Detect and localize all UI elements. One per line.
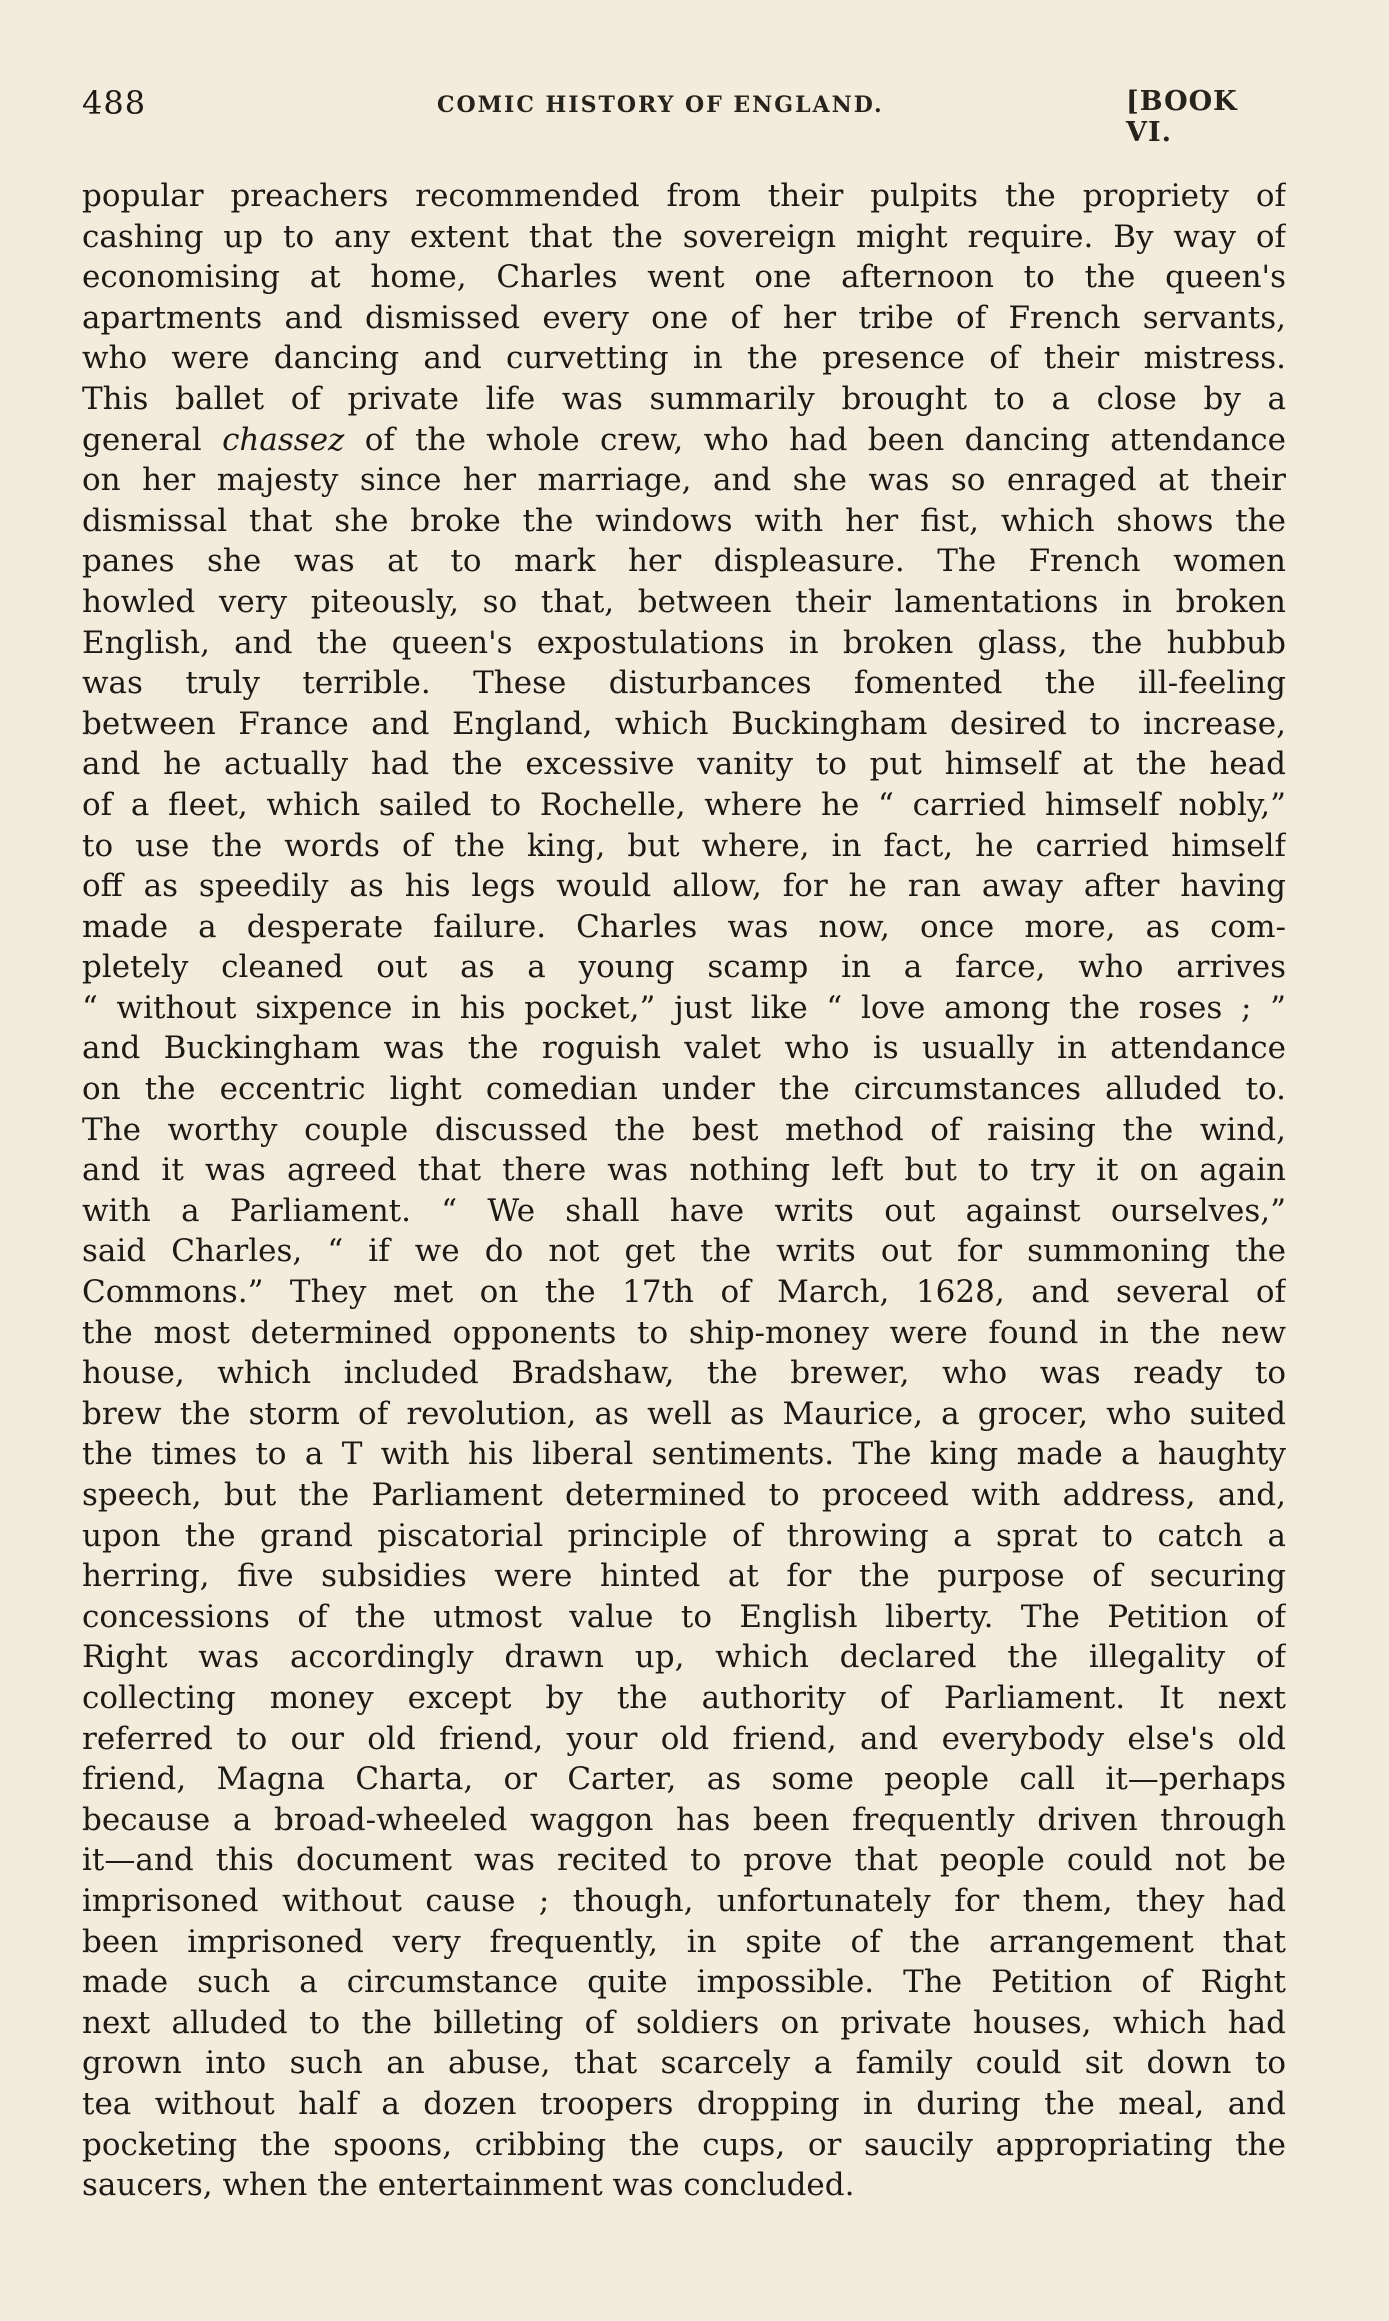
- text-line: to use the words of the king, but where, in fact, he carried himself: [82, 827, 1286, 864]
- text-segment: general: [82, 421, 223, 458]
- text-line: and Buckingham was the roguish valet who is usually in attendance: [82, 1030, 1286, 1067]
- body-text: [82, 176, 1286, 2206]
- text-line: pocketing the spoons, cribbing the cups, or saucily appropriating the: [82, 2126, 1286, 2163]
- text-line: said Charles, “ if we do not get the writs out for summoning the: [82, 1233, 1286, 1270]
- text-line: pletely cleaned out as a young scamp in a farce, who arrives: [82, 949, 1286, 986]
- text-line: friend, Magna Charta, or Carter, as some people call it—perhaps: [82, 1761, 1286, 1798]
- page-number: 488: [82, 84, 147, 122]
- text-line: saucers, when the entertainment was concluded.: [82, 2167, 855, 2204]
- text-line: “ without sixpence in his pocket,” just like “ love among the roses ; ”: [82, 989, 1286, 1026]
- text-line: speech, but the Parliament determined to proceed with address, and,: [82, 1477, 1286, 1513]
- text-line: of a fleet, which sailed to Rochelle, where he “ carried himself nobly,”: [82, 786, 1286, 823]
- text-line: next alluded to the billeting of soldiers on private houses, which had: [82, 2004, 1286, 2041]
- text-line: economising at home, Charles went one afternoon to the queen's: [82, 259, 1286, 296]
- running-head: [82, 84, 1282, 148]
- text-line: who were dancing and curvetting in the presence of their mistress.: [82, 340, 1286, 377]
- text-line: on the eccentric light comedian under the circumstances alluded to.: [82, 1071, 1286, 1108]
- text-line: imprisoned without cause ; though, unfortunately for them, they had: [82, 1882, 1286, 1919]
- text-line: grown into such an abuse, that scarcely a family could sit down to: [82, 2045, 1286, 2082]
- book-title: COMIC HISTORY OF ENGLAND.: [437, 92, 884, 118]
- text-line: This ballet of private life was summarily brought to a close by a: [82, 380, 1286, 417]
- text-line: [82, 420, 1286, 461]
- text-line: dismissal that she broke the windows with her fist, which shows the: [82, 502, 1286, 539]
- text-line: collecting money except by the authority of Parliament. It next: [82, 1679, 1286, 1716]
- text-line: been imprisoned very frequently, in spite of the arrangement that: [82, 1923, 1286, 1960]
- text-line: upon the grand piscatorial principle of throwing a sprat to catch a: [82, 1517, 1286, 1554]
- text-line: howled very piteously, so that, between their lamentations in broken: [82, 583, 1286, 620]
- text-line: The worthy couple discussed the best method of raising the wind,: [82, 1111, 1286, 1148]
- text-line: the most determined opponents to ship-money were found in the new: [82, 1314, 1286, 1351]
- text-line: with a Parliament. “ We shall have writs out against ourselves,”: [82, 1192, 1286, 1229]
- book-section-reference: [BOOK VI.: [1126, 86, 1238, 148]
- text-line: and it was agreed that there was nothing left but to try it on again: [82, 1152, 1286, 1189]
- text-line: it—and this document was recited to prove that people could not be: [82, 1842, 1286, 1879]
- text-line: Right was accordingly drawn up, which declared the illegality of: [82, 1639, 1286, 1676]
- text-line: off as speedily as his legs would allow, for he ran away after having: [82, 868, 1286, 905]
- text-line: cashing up to any extent that the sovereign might require. By way of: [82, 218, 1286, 255]
- text-line: made such a circumstance quite impossible. The Petition of Right: [82, 1964, 1286, 2001]
- text-line: was truly terrible. These disturbances fomented the ill-feeling: [82, 665, 1286, 702]
- text-line: tea without half a dozen troopers dropping in during the meal, and: [82, 2085, 1286, 2122]
- text-line: referred to our old friend, your old friend, and everybody else's old: [82, 1720, 1286, 1757]
- text-line: brew the storm of revolution, as well as Maurice, a grocer, who suited: [82, 1395, 1286, 1432]
- text-line: between France and England, which Buckingham desired to increase,: [82, 705, 1286, 742]
- text-line: made a desperate failure. Charles was now, once more, as com-: [82, 908, 1286, 945]
- text-line: apartments and dismissed every one of her tribe of French servants,: [82, 299, 1286, 336]
- text-line: herring, five subsidies were hinted at for the purpose of securing: [82, 1558, 1286, 1595]
- text-line: concessions of the utmost value to English liberty. The Petition of: [82, 1598, 1286, 1635]
- text-line: and he actually had the excessive vanity to put himself at the head: [82, 746, 1286, 783]
- italic-word: chassez: [222, 421, 345, 458]
- text-line: panes she was at to mark her displeasure. The French women: [82, 543, 1286, 580]
- text-line: the times to a T with his liberal sentiments. The king made a haughty: [82, 1436, 1286, 1473]
- text-line: English, and the queen's expostulations in broken glass, the hubbub: [82, 624, 1286, 661]
- text-line: house, which included Bradshaw, the brewer, who was ready to: [82, 1355, 1286, 1392]
- text-line: on her majesty since her marriage, and she was so enraged at their: [82, 462, 1286, 499]
- text-line: because a broad-wheeled waggon has been frequently driven through: [82, 1801, 1286, 1838]
- text-line: popular preachers recommended from their pulpits the propriety of: [82, 178, 1286, 214]
- text-line: Commons.” They met on the 17th of March, 1628, and several of: [82, 1274, 1286, 1311]
- text-segment: of the whole crew, who had been dancing attendance: [344, 421, 1286, 458]
